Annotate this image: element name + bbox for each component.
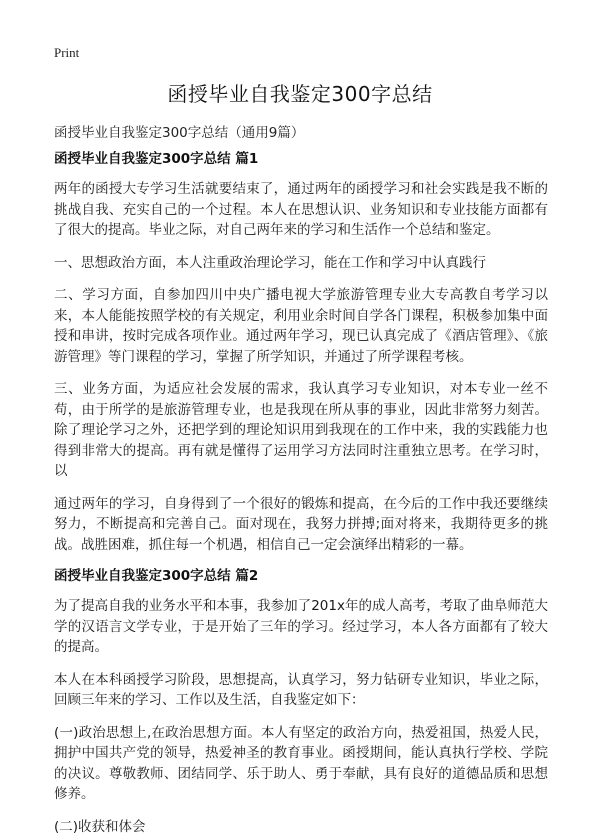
document-subtitle: 函授毕业自我鉴定300字总结（通用9篇） bbox=[54, 121, 304, 141]
paragraph: (一)政治思想上,在政治思想方面。本人有坚定的政治方向，热爱祖国，热爱人民，拥护中国共产党的领导，热爱神圣的教育事业。函授期间，能认真执行学校、学院的决议。尊敬教师、团结同学、乐于助人、勇于奉献，具有良好的道德品质和思想修养。 bbox=[54, 723, 548, 805]
document-title: 函授毕业自我鉴定300字总结 bbox=[0, 78, 600, 107]
paragraph: 二、学习方面，自参加四川中央广播电视大学旅游管理专业大专高教自考学习以来，本人能能按照学校的有关规定，利用业余时间自学各门课程，积极参加集中面授和串讲，按时完成各项作业。通过两年学习，现已认真完成了《酒店管理》、《旅游管理》等门课程的学习，掌握了所学知识，并通过了所学课程考核。 bbox=[54, 285, 548, 367]
document-body bbox=[54, 150, 548, 837]
paragraph: 三、业务方面，为适应社会发展的需求，我认真学习专业知识，对本专业一丝不苟，由于所学的是旅游管理专业，也是我现在所从事的事业，因此非常努力刻苦。除了理论学习之外，还把学到的理论知识用到我现在的工作中来，我的实践能力也得到非常大的提高。再有就是懂得了运用学习方法同时注重独立思考。在学习时，以 bbox=[54, 379, 548, 482]
section-heading-1: 函授毕业自我鉴定300字总结 篇1 bbox=[54, 150, 548, 168]
section-heading-2: 函授毕业自我鉴定300字总结 篇2 bbox=[54, 567, 548, 585]
paragraph: 为了提高自我的业务水平和本事，我参加了201x年的成人高考，考取了曲阜师范大学的汉语言文学专业，于是开始了三年的学习。经过学习，本人各方面都有了较大的提高。 bbox=[54, 596, 548, 658]
paragraph: 一、思想政治方面，本人注重政治理论学习，能在工作和学习中认真践行 bbox=[54, 253, 548, 274]
print-link[interactable]: Print bbox=[54, 45, 79, 61]
paragraph: 两年的函授大专学习生活就要结束了，通过两年的函授学习和社会实践是我不断的挑战自我、充实自己的一个过程。本人在思想认识、业务知识和专业技能方面都有了很大的提高。毕业之际，对自己两年来的学习和生活作一个总结和鉴定。 bbox=[54, 179, 548, 241]
paragraph: 通过两年的学习，自身得到了一个很好的锻炼和提高，在今后的工作中我还要继续努力，不断提高和完善自己。面对现在，我努力拼搏;面对将来，我期待更多的挑战。战胜困难，抓住每一个机遇，相信自己一定会演绎出精彩的一幕。 bbox=[54, 494, 548, 556]
paragraph: (二)收获和体会 bbox=[54, 817, 548, 837]
paragraph: 本人在本科函授学习阶段，思想提高，认真学习，努力钻研专业知识，毕业之际，回顾三年来的学习、工作以及生活，自我鉴定如下： bbox=[54, 670, 548, 711]
